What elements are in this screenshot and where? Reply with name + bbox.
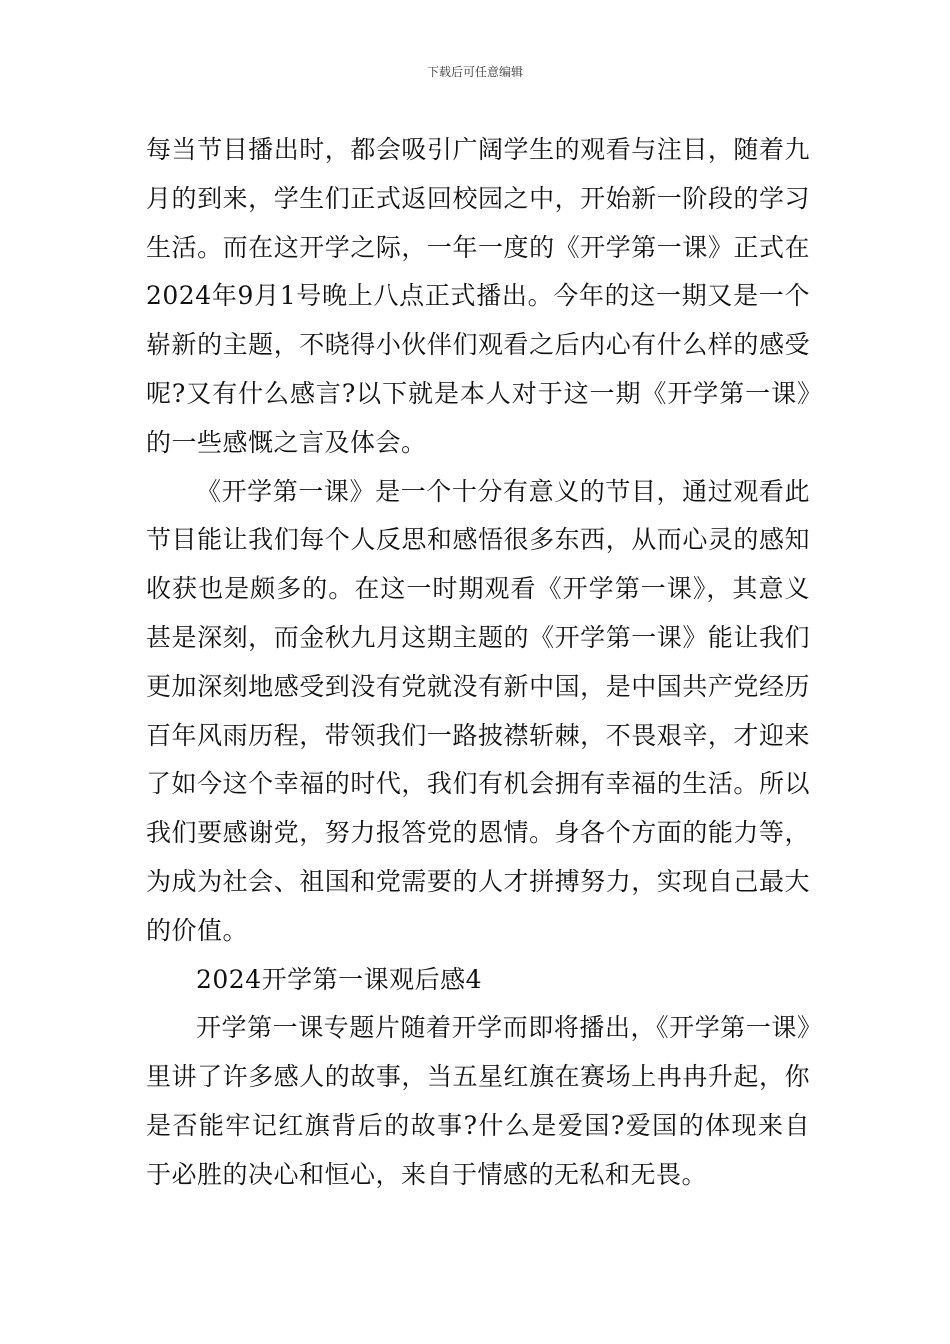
paragraph-reflection: 《开学第一课》是一个十分有意义的节目，通过观看此节目能让我们每个人反思和感悟很多东西，从而心灵的感知收获也是颇多的。在这一时期观看《开学第一课》，其意义甚是深刻，而金秋九月这期主题的《开学第一课》能让我们更加深刻地感受到没有党就没有新中国，是中国共产党经历百年风雨历程，带领我们一路披襟斩棘，不畏艰辛，才迎来了如今这个幸福的时代，我们有机会拥有幸福的生活。所以我们要感谢党，努力报答党的恩情。身各个方面的能力等，为成为社会、祖国和党需要的人才拼搏努力，实现自己最大的价值。 xyxy=(146,476,810,945)
paragraph-intro: 每当节目播出时，都会吸引广阔学生的观看与注目，随着九月的到来，学生们正式返回校园之中，开始新一阶段的学习生活。而在这开学之际，一年一度的《开学第一课》正式在2024年9月1号晚上八点正式播出。今年的这一期又是一个崭新的主题，不晓得小伙伴们观看之后内心有什么样的感受呢?又有什么感言?以下就是本人对于这一期《开学第一课》的一些感慨之言及体会。 xyxy=(146,135,810,457)
section-heading: 2024开学第一课观后感4 xyxy=(196,964,483,994)
page-header: 下载后可任意编辑 xyxy=(426,65,523,79)
document-body xyxy=(146,126,810,1200)
paragraph-section-4: 开学第一课专题片随着开学而即将播出，《开学第一课》里讲了许多感人的故事，当五星红旗在赛场上冉冉升起，你是否能牢记红旗背后的故事?什么是爱国?爱国的体现来自于必胜的决心和恒心，来自于情感的无私和无畏。 xyxy=(146,1013,810,1189)
